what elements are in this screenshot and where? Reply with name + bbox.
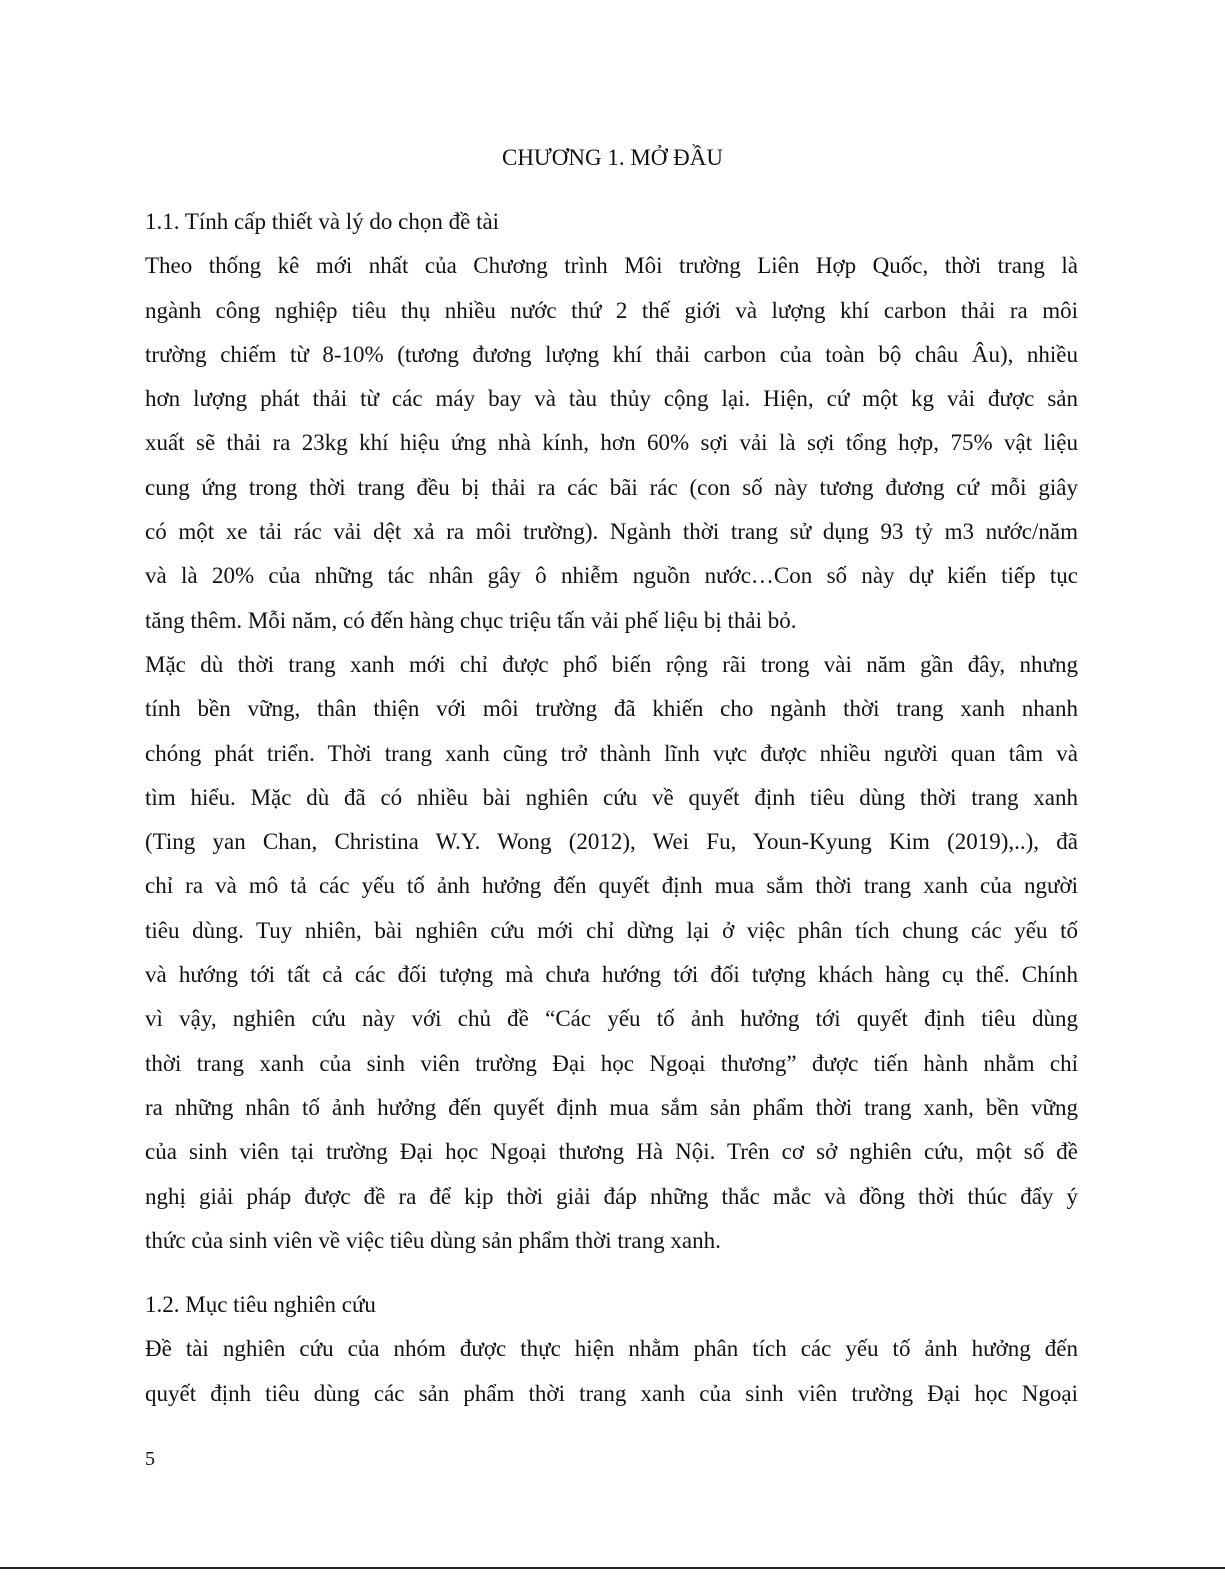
text-line: có một xe tải rác vải dệt xả ra môi trường). Ngành thời trang sử dụng 93 tỷ m3 nước/năm: [145, 519, 1078, 545]
text-line: nghị giải pháp được đề ra để kịp thời giải đáp những thắc mắc và đồng thời thúc đẩy ý: [145, 1183, 1078, 1209]
text-line: thức của sinh viên về việc tiêu dùng sản phẩm thời trang xanh.: [145, 1227, 721, 1253]
section-spacer: [145, 1263, 1078, 1283]
text-line: (Ting yan Chan, Christina W.Y. Wong (2012), Wei Fu, Youn-Kyung Kim (2019),..), đã: [145, 829, 1078, 855]
text-line: ngành công nghiệp tiêu thụ nhiều nước thứ 2 thế giới và lượng khí carbon thải ra môi: [145, 297, 1078, 323]
chapter-title: CHƯƠNG 1. MỞ ĐẦU: [501, 145, 723, 170]
page-bottom-divider: [0, 1567, 1225, 1569]
text-line: và hướng tới tất cả các đối tượng mà chưa hướng tới đối tượng khách hàng cụ thể. Chính: [145, 962, 1078, 988]
text-line: ra những nhân tố ảnh hưởng đến quyết định mua sắm sản phẩm thời trang xanh, bền vững: [145, 1094, 1078, 1120]
paragraph-1-1-b: [145, 643, 1078, 1263]
text-line: Đề tài nghiên cứu của nhóm được thực hiện nhằm phân tích các yếu tố ảnh hưởng đến: [145, 1336, 1078, 1362]
text-line: chóng phát triển. Thời trang xanh cũng trở thành lĩnh vực được nhiều người quan tâm và: [145, 740, 1078, 766]
section-heading-1-2: 1.2. Mục tiêu nghiên cứu: [145, 1292, 376, 1318]
text-line: Mặc dù thời trang xanh mới chỉ được phổ biến rộng rãi trong vài năm gần đây, nhưng: [145, 651, 1078, 677]
document-body: [145, 200, 1078, 1416]
text-line: tìm hiểu. Mặc dù đã có nhiều bài nghiên cứu về quyết định tiêu dùng thời trang xanh: [145, 784, 1078, 810]
section-heading-1-1: 1.1. Tính cấp thiết và lý do chọn đề tài: [145, 209, 500, 234]
text-line: trường chiếm từ 8-10% (tương đương lượng khí thải carbon của toàn bộ châu Âu), nhiều: [145, 341, 1078, 367]
text-line: và là 20% của những tác nhân gây ô nhiễm nguồn nước…Con số này dự kiến tiếp tục: [145, 563, 1078, 589]
text-line: xuất sẽ thải ra 23kg khí hiệu ứng nhà kính, hơn 60% sợi vải là sợi tổng hợp, 75% vật liệu: [145, 430, 1078, 456]
page-number: 5: [145, 1448, 155, 1470]
text-line: tăng thêm. Mỗi năm, có đến hàng chục triệu tấn vải phế liệu bị thải bỏ.: [145, 607, 797, 633]
text-line: cung ứng trong thời trang đều bị thải ra các bãi rác (con số này tương đương cứ mỗi giây: [145, 474, 1078, 500]
text-line: hơn lượng phát thải từ các máy bay và tàu thủy cộng lại. Hiện, cứ một kg vải được sản: [145, 386, 1078, 412]
text-line: chỉ ra và mô tả các yếu tố ảnh hưởng đến quyết định mua sắm thời trang xanh của người: [145, 873, 1078, 899]
paragraph-1-1-a: [145, 244, 1078, 643]
text-line: quyết định tiêu dùng các sản phẩm thời trang xanh của sinh viên trường Đại học Ngoại: [145, 1380, 1078, 1406]
text-line: vì vậy, nghiên cứu này với chủ đề “Các yếu tố ảnh hưởng tới quyết định tiêu dùng: [145, 1006, 1078, 1032]
text-line: tiêu dùng. Tuy nhiên, bài nghiên cứu mới chỉ dừng lại ở việc phân tích chung các yếu tố: [145, 917, 1078, 943]
text-line: Theo thống kê mới nhất của Chương trình Môi trường Liên Hợp Quốc, thời trang là: [145, 253, 1078, 279]
paragraph-1-2-a: [145, 1327, 1078, 1416]
text-line: thời trang xanh của sinh viên trường Đại học Ngoại thương” được tiến hành nhằm chỉ: [145, 1050, 1078, 1076]
text-line: tính bền vững, thân thiện với môi trường đã khiến cho ngành thời trang xanh nhanh: [145, 696, 1078, 722]
text-line: của sinh viên tại trường Đại học Ngoại thương Hà Nội. Trên cơ sở nghiên cứu, một số đề: [145, 1139, 1078, 1165]
